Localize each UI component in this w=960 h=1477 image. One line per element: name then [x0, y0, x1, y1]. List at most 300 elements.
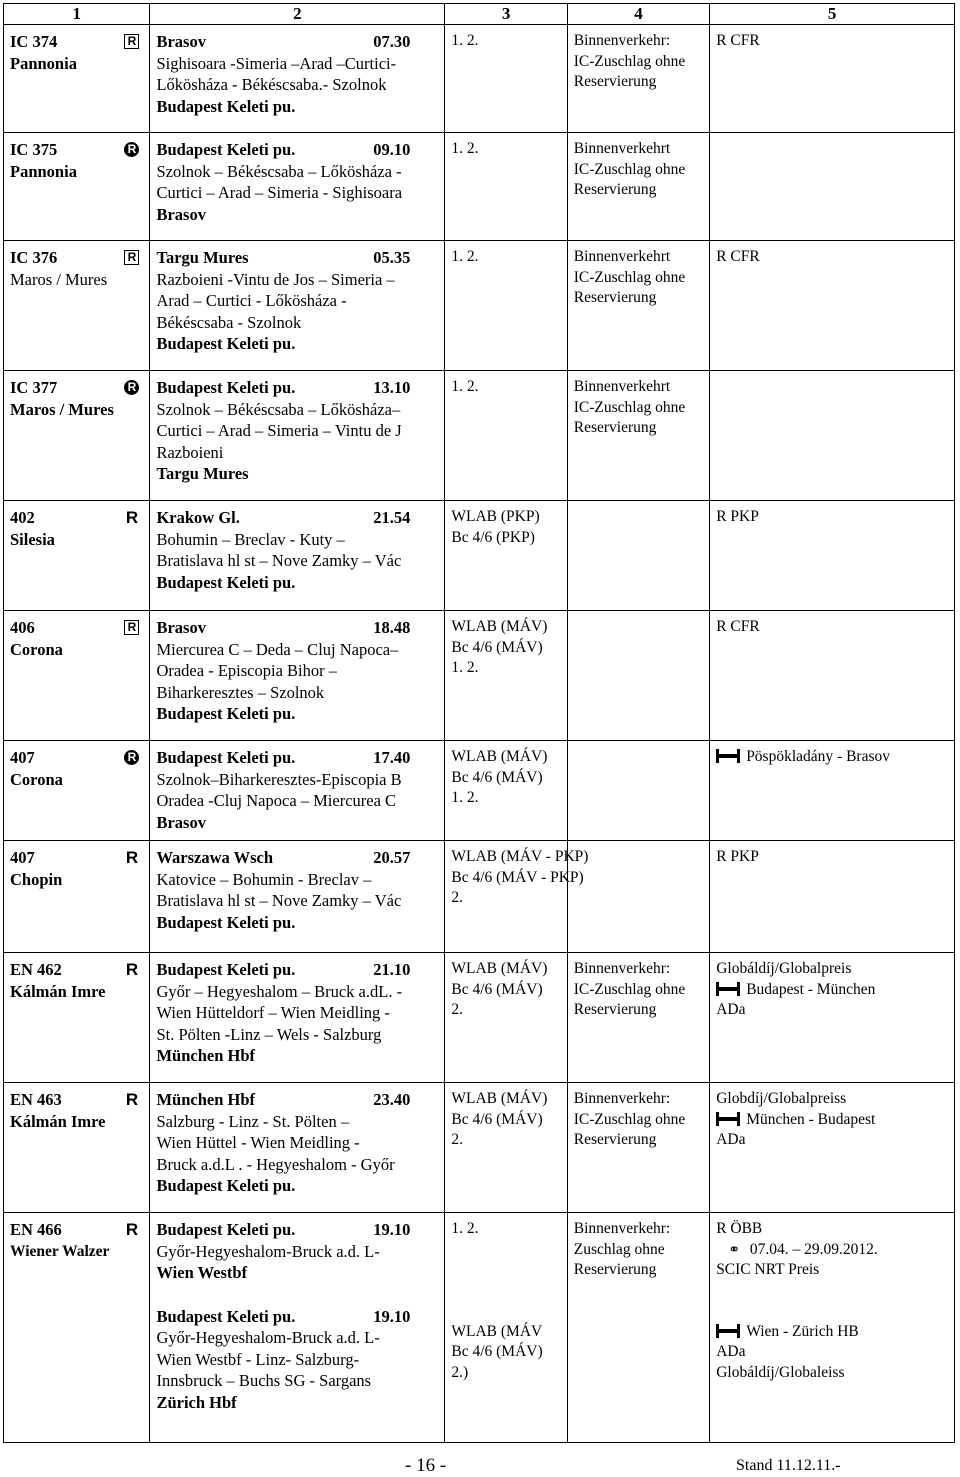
reservation-icon: R — [125, 960, 139, 980]
info-cell — [567, 741, 709, 841]
surcharge-info — [568, 371, 709, 439]
col-header: 3 — [445, 4, 567, 25]
station: Bohumin – Breclav - Kuty – — [156, 529, 345, 549]
text-line: 1. 2. — [451, 32, 479, 49]
station: Győr-Hegyeshalom-Bruck a.d. L- — [156, 1328, 380, 1347]
train-number: IC 377 — [10, 378, 58, 397]
departure-time: 13.10 — [373, 378, 411, 397]
route — [150, 241, 444, 355]
text-line: 1. 2. — [451, 378, 479, 395]
notes — [710, 371, 954, 377]
route-cell — [150, 741, 445, 841]
route-line — [156, 247, 438, 269]
train-cell — [4, 241, 150, 371]
route-line — [156, 703, 438, 725]
text-line: Bc 4/6 (MÁV) — [451, 1343, 543, 1360]
station: Budapest Keleti pu. — [156, 572, 296, 592]
train-name: Maros / Mures — [10, 399, 114, 419]
route-line — [156, 420, 438, 442]
text-line — [716, 747, 948, 768]
text-line: ADa — [716, 1131, 746, 1148]
station: Curtici – Arad – Simeria – Vintu de J — [156, 421, 402, 440]
station: Budapest Keleti pu. — [156, 378, 296, 397]
station: Oradea - Episcopia Bihor – — [156, 661, 337, 680]
text-line: IC-Zuschlag ohne — [573, 1110, 686, 1128]
route-line — [156, 981, 438, 1003]
route — [150, 841, 444, 933]
station: Budapest Keleti pu. — [156, 1176, 296, 1195]
info-cell — [567, 25, 709, 133]
route-line — [156, 1262, 438, 1284]
route-cell — [150, 611, 445, 741]
route-cell — [150, 501, 445, 611]
class-info — [445, 241, 566, 268]
text-line: Reservierung — [573, 1001, 657, 1018]
route-line — [156, 74, 438, 96]
route — [150, 25, 444, 117]
notes-cell — [710, 241, 955, 371]
text-line: Reservierung — [573, 181, 657, 198]
text: München - Budapest — [746, 1110, 876, 1128]
notes-cell — [710, 1213, 955, 1443]
notes-cell — [710, 611, 955, 741]
notes — [710, 501, 954, 528]
station: Krakow Gl. — [156, 508, 240, 527]
notes — [710, 25, 954, 52]
text-line: R CFR — [716, 248, 760, 265]
train-cell — [4, 741, 150, 841]
text-line: Binnenverkehr: — [573, 32, 671, 49]
text-line: Bc 4/6 (MÁV) — [451, 638, 543, 656]
route-cell — [150, 841, 445, 953]
surcharge-info — [568, 741, 709, 747]
route — [150, 133, 444, 225]
train-number-line — [10, 617, 143, 639]
route-line — [156, 682, 438, 704]
text-line — [716, 1240, 948, 1261]
train-info — [4, 241, 149, 290]
route-line — [156, 529, 438, 551]
text-line — [716, 980, 948, 1001]
train-number-line — [10, 959, 143, 981]
text-line: Reservierung — [573, 1261, 657, 1278]
route-line — [156, 1002, 438, 1024]
route-line — [156, 182, 438, 204]
text: Wien - Zürich HB — [746, 1322, 859, 1340]
route-line — [156, 959, 438, 981]
train-number-line — [10, 247, 143, 269]
text-line: Zuschlag ohne — [573, 1240, 665, 1258]
train-cell — [4, 371, 150, 501]
surcharge-info — [568, 25, 709, 93]
notes-cell — [710, 25, 955, 133]
route-line — [156, 769, 438, 791]
route — [150, 501, 444, 593]
text-line: WLAB (MÁV) — [451, 960, 548, 977]
train-number-line — [10, 1089, 143, 1111]
route-line — [156, 550, 438, 572]
route-line — [156, 812, 438, 834]
departure-time: 07.30 — [373, 32, 411, 51]
station: Sighisoara -Simeria –Arad –Curtici- — [156, 53, 397, 73]
route-line — [156, 507, 438, 529]
train-cell — [4, 133, 150, 241]
text-line: WLAB (MÁV) — [451, 1090, 548, 1107]
surcharge-info — [568, 1083, 709, 1151]
reservation-icon: R — [124, 250, 139, 265]
station: Szolnok–Biharkeresztes-Episcopia B — [156, 769, 402, 789]
text-line: IC-Zuschlag ohne — [573, 980, 686, 998]
route-line — [156, 204, 438, 226]
text-line: Bc 4/6 (MÁV - PKP) — [451, 868, 584, 886]
train-number-line — [10, 747, 143, 769]
train-number-line — [10, 1219, 143, 1241]
route-line — [156, 1306, 438, 1328]
text-line: Binnenverkehr: — [573, 960, 671, 977]
station: Győr-Hegyeshalom-Bruck a.d. L- — [156, 1241, 380, 1261]
route-cell — [150, 953, 445, 1083]
station: Brasov — [156, 618, 206, 637]
departure-time: 21.54 — [373, 508, 411, 527]
station: Brasov — [156, 32, 206, 51]
class-cell — [445, 741, 567, 841]
station: Budapest Keleti pu. — [156, 334, 296, 353]
table-row — [4, 371, 955, 501]
text-line: Binnenverkehrt — [573, 378, 671, 395]
class-info — [445, 1083, 566, 1151]
reservation-icon: R — [125, 1090, 139, 1110]
text-line: Globdíj/Globalpreiss — [716, 1090, 847, 1107]
train-cell — [4, 611, 150, 741]
route — [150, 1083, 444, 1197]
class-cell — [445, 133, 567, 241]
station: Bratislava hl st – Nove Zamky – Vác — [156, 551, 402, 570]
surcharge-info — [568, 1213, 709, 1281]
train-info — [4, 1213, 149, 1262]
route-line — [156, 53, 438, 75]
station: Razboieni — [156, 442, 224, 462]
train-info — [4, 501, 149, 550]
station: Wien Westbf - Linz- Salzburg- — [156, 1349, 360, 1369]
station: Zürich Hbf — [156, 1392, 237, 1412]
departure-time: 18.48 — [373, 618, 411, 637]
sleeper-icon — [716, 982, 740, 996]
text-line: R PKP — [716, 508, 759, 525]
text-line: IC-Zuschlag ohne — [573, 398, 686, 416]
info-cell — [567, 1083, 709, 1213]
col-header: 4 — [567, 4, 709, 25]
notes — [710, 241, 954, 268]
text-line: Binnenverkehrt — [573, 140, 671, 157]
surcharge-info — [568, 611, 709, 617]
train-number: 407 — [10, 848, 35, 867]
train-name: Pannonia — [10, 161, 77, 181]
class-cell — [445, 241, 567, 371]
train-number-line — [10, 31, 143, 53]
text-line: Binnenverkehr: — [573, 1220, 671, 1237]
route-line — [156, 790, 438, 812]
train-info — [4, 841, 149, 890]
route-line — [156, 847, 438, 869]
reservation-icon: R — [124, 142, 139, 157]
train-info — [4, 133, 149, 182]
departure-time: 09.10 — [373, 140, 411, 159]
route-line — [156, 442, 438, 464]
departure-time: 05.35 — [373, 248, 411, 267]
text-line: Bc 4/6 (MÁV) — [451, 980, 543, 998]
train-number-line — [10, 507, 143, 529]
notes-cell — [710, 1083, 955, 1213]
station: Innsbruck – Buchs SG - Sargans — [156, 1371, 372, 1390]
route-line — [156, 1045, 438, 1067]
text-line: 2.) — [451, 1363, 469, 1381]
text-line — [716, 1301, 948, 1322]
class-info — [445, 25, 566, 52]
surcharge-info — [568, 953, 709, 1021]
class-info — [445, 1213, 566, 1383]
train-number: IC 374 — [10, 32, 58, 51]
station: Oradea -Cluj Napoca – Miercurea C — [156, 791, 397, 810]
departure-time: 19.10 — [373, 1220, 411, 1239]
table-row — [4, 241, 955, 371]
station: Budapest Keleti pu. — [156, 748, 296, 767]
notes-cell — [710, 501, 955, 611]
text-line: Reservierung — [573, 73, 657, 90]
station: Budapest Keleti pu. — [156, 704, 296, 723]
notes — [710, 1213, 954, 1383]
text-line: 2. — [451, 1001, 463, 1018]
surcharge-info — [568, 241, 709, 309]
info-cell — [567, 841, 709, 953]
reservation-icon: R — [124, 620, 139, 635]
route-line — [156, 1111, 438, 1133]
route-line — [156, 333, 438, 355]
train-info — [4, 611, 149, 660]
text-line: Reservierung — [573, 419, 657, 436]
route-line — [156, 1132, 438, 1154]
route-line — [156, 912, 438, 934]
table-row — [4, 741, 955, 841]
route — [150, 953, 444, 1067]
route-line — [156, 572, 438, 594]
route-line — [156, 869, 438, 891]
route-line — [156, 617, 438, 639]
spacer — [156, 1284, 438, 1306]
text-line: 1. 2. — [451, 140, 479, 157]
train-cell — [4, 501, 150, 611]
text-line: R ÖBB — [716, 1220, 763, 1237]
route-cell — [150, 1213, 445, 1443]
header-row — [4, 4, 955, 25]
station: Razboieni -Vintu de Jos – Simeria – — [156, 269, 395, 289]
station: Békéscsaba - Szolnok — [156, 312, 302, 332]
station: Brasov — [156, 204, 206, 224]
station: Wien Hütteldorf – Wien Meidling - — [156, 1003, 390, 1022]
station: Lőkösháza - Békéscsaba.- Szolnok — [156, 75, 387, 94]
route-line — [156, 1327, 438, 1349]
train-number: IC 375 — [10, 140, 58, 159]
train-cell — [4, 1083, 150, 1213]
train-info — [4, 371, 149, 420]
notes — [710, 1083, 954, 1151]
text-line — [451, 1281, 560, 1302]
route-cell — [150, 133, 445, 241]
station: München Hbf — [156, 1046, 256, 1065]
route-line — [156, 747, 438, 769]
reservation-icon: R — [124, 34, 139, 49]
train-number-line — [10, 139, 143, 161]
notes — [710, 133, 954, 139]
text-line — [451, 1301, 560, 1322]
text: Budapest - München — [746, 980, 876, 998]
text-line — [716, 1322, 948, 1343]
station: Biharkeresztes – Szolnok — [156, 682, 325, 702]
text-line: SCIC NRT Preis — [716, 1261, 820, 1278]
class-info — [445, 133, 566, 160]
class-cell — [445, 25, 567, 133]
surcharge-info — [568, 841, 709, 847]
surcharge-info — [568, 133, 709, 201]
station: Salzburg - Linz - St. Pölten – — [156, 1111, 350, 1131]
train-cell — [4, 841, 150, 953]
train-name: Silesia — [10, 529, 55, 549]
notes-cell — [710, 953, 955, 1083]
text-line: WLAB (PKP) — [451, 508, 540, 525]
reservation-icon: R — [125, 848, 139, 868]
route-line — [156, 1392, 438, 1414]
text-line — [451, 1260, 560, 1281]
class-cell — [445, 841, 589, 953]
text-line — [716, 1281, 948, 1302]
reservation-icon: R — [125, 1220, 139, 1240]
route-line — [156, 290, 438, 312]
route — [150, 741, 444, 833]
station: Szolnok – Békéscsaba – Lőkösháza– — [156, 399, 401, 419]
route-line — [156, 312, 438, 334]
text-line: 1. 2. — [451, 248, 479, 265]
route-line — [156, 1024, 438, 1046]
table-row — [4, 25, 955, 133]
text-line: IC-Zuschlag ohne — [573, 268, 686, 286]
col-header: 2 — [150, 4, 445, 25]
train-info — [4, 953, 149, 1002]
reservation-icon: R — [124, 750, 139, 765]
info-cell — [567, 241, 709, 371]
text-line: Bc 4/6 (MÁV) — [451, 768, 543, 786]
train-number: EN 463 — [10, 1090, 62, 1109]
station: Budapest Keleti pu. — [156, 1306, 296, 1326]
station: Curtici – Arad – Simeria - Sighisoara — [156, 183, 403, 202]
class-cell — [445, 1083, 567, 1213]
reservation-icon: R — [124, 380, 139, 395]
route-line — [156, 639, 438, 661]
text-line: 2. — [451, 1131, 463, 1148]
train-number: 406 — [10, 618, 35, 637]
route — [150, 1213, 444, 1413]
station: Wien Westbf — [156, 1263, 248, 1282]
route-line — [156, 463, 438, 485]
surcharge-info — [568, 501, 709, 507]
table-row — [4, 611, 955, 741]
station: Brasov — [156, 812, 206, 832]
text-line: Binnenverkehr: — [573, 1090, 671, 1107]
route-line — [156, 1370, 438, 1392]
notes-cell — [710, 371, 955, 501]
text-line: 1. 2. — [451, 1220, 479, 1237]
notes-cell — [710, 741, 955, 841]
train-cell — [4, 953, 150, 1083]
route — [150, 611, 444, 725]
notes — [710, 741, 954, 768]
train-number: IC 376 — [10, 248, 58, 267]
route-line — [156, 269, 438, 291]
class-cell — [445, 953, 567, 1083]
route-line — [156, 96, 438, 118]
route-line — [156, 399, 438, 421]
text-line: WLAB (MÁV - PKP) — [451, 848, 589, 865]
table-row — [4, 841, 955, 953]
text-line: Globáldíj/Globalpreis — [716, 960, 852, 977]
class-info — [445, 501, 566, 548]
text-line: WLAB (MÁV — [451, 1322, 543, 1340]
station: Miercurea C – Deda – Cluj Napoca– — [156, 639, 399, 659]
text-line: Reservierung — [573, 1131, 657, 1148]
train-number: 407 — [10, 748, 35, 767]
route-line — [156, 660, 438, 682]
train-name: Kálmán Imre — [10, 1111, 106, 1131]
text-line: Bc 4/6 (PKP) — [451, 528, 535, 546]
train-name: Pannonia — [10, 53, 77, 73]
train-number: EN 462 — [10, 960, 62, 979]
route-cell — [150, 241, 445, 371]
departure-time: 17.40 — [373, 748, 411, 767]
text-line: Globáldíj/Globaleiss — [716, 1363, 845, 1381]
station: Bruck a.d.L . - Hegyeshalom - Győr — [156, 1154, 395, 1174]
info-cell — [567, 953, 709, 1083]
route-line — [156, 1219, 438, 1241]
train-info — [4, 25, 149, 74]
notes — [710, 611, 954, 638]
text-line: IC-Zuschlag ohne — [573, 52, 686, 70]
class-info — [445, 371, 566, 398]
route-line — [156, 377, 438, 399]
route-cell — [150, 1083, 445, 1213]
text-line: Reservierung — [573, 289, 657, 306]
station: St. Pölten -Linz – Wels - Salzburg — [156, 1024, 382, 1044]
train-name: Kálmán Imre — [10, 981, 106, 1001]
class-cell — [445, 611, 567, 741]
train-number: 402 — [10, 508, 35, 527]
departure-time: 20.57 — [373, 848, 411, 867]
station: Wien Hüttel - Wien Meidling - — [156, 1133, 360, 1152]
notes-cell — [710, 841, 955, 953]
train-number-line — [10, 377, 143, 399]
notes-cell — [710, 133, 955, 241]
info-cell — [567, 1213, 709, 1443]
station: Szolnok – Békéscsaba – Lőkösháza - — [156, 161, 402, 181]
text: 07.04. – 29.09.2012. — [749, 1240, 878, 1258]
station: Budapest Keleti pu. — [156, 96, 296, 116]
station: Győr – Hegyeshalom – Bruck a.dL. - — [156, 981, 403, 1001]
col-header: 1 — [4, 4, 150, 25]
station: Arad – Curtici - Lőkösháza - — [156, 291, 347, 310]
route-line — [156, 1175, 438, 1197]
route-line — [156, 890, 438, 912]
train-name: Chopin — [10, 869, 63, 889]
route-cell — [150, 371, 445, 501]
sleeper-icon — [716, 1324, 740, 1338]
station: Budapest Keleti pu. — [156, 140, 296, 159]
